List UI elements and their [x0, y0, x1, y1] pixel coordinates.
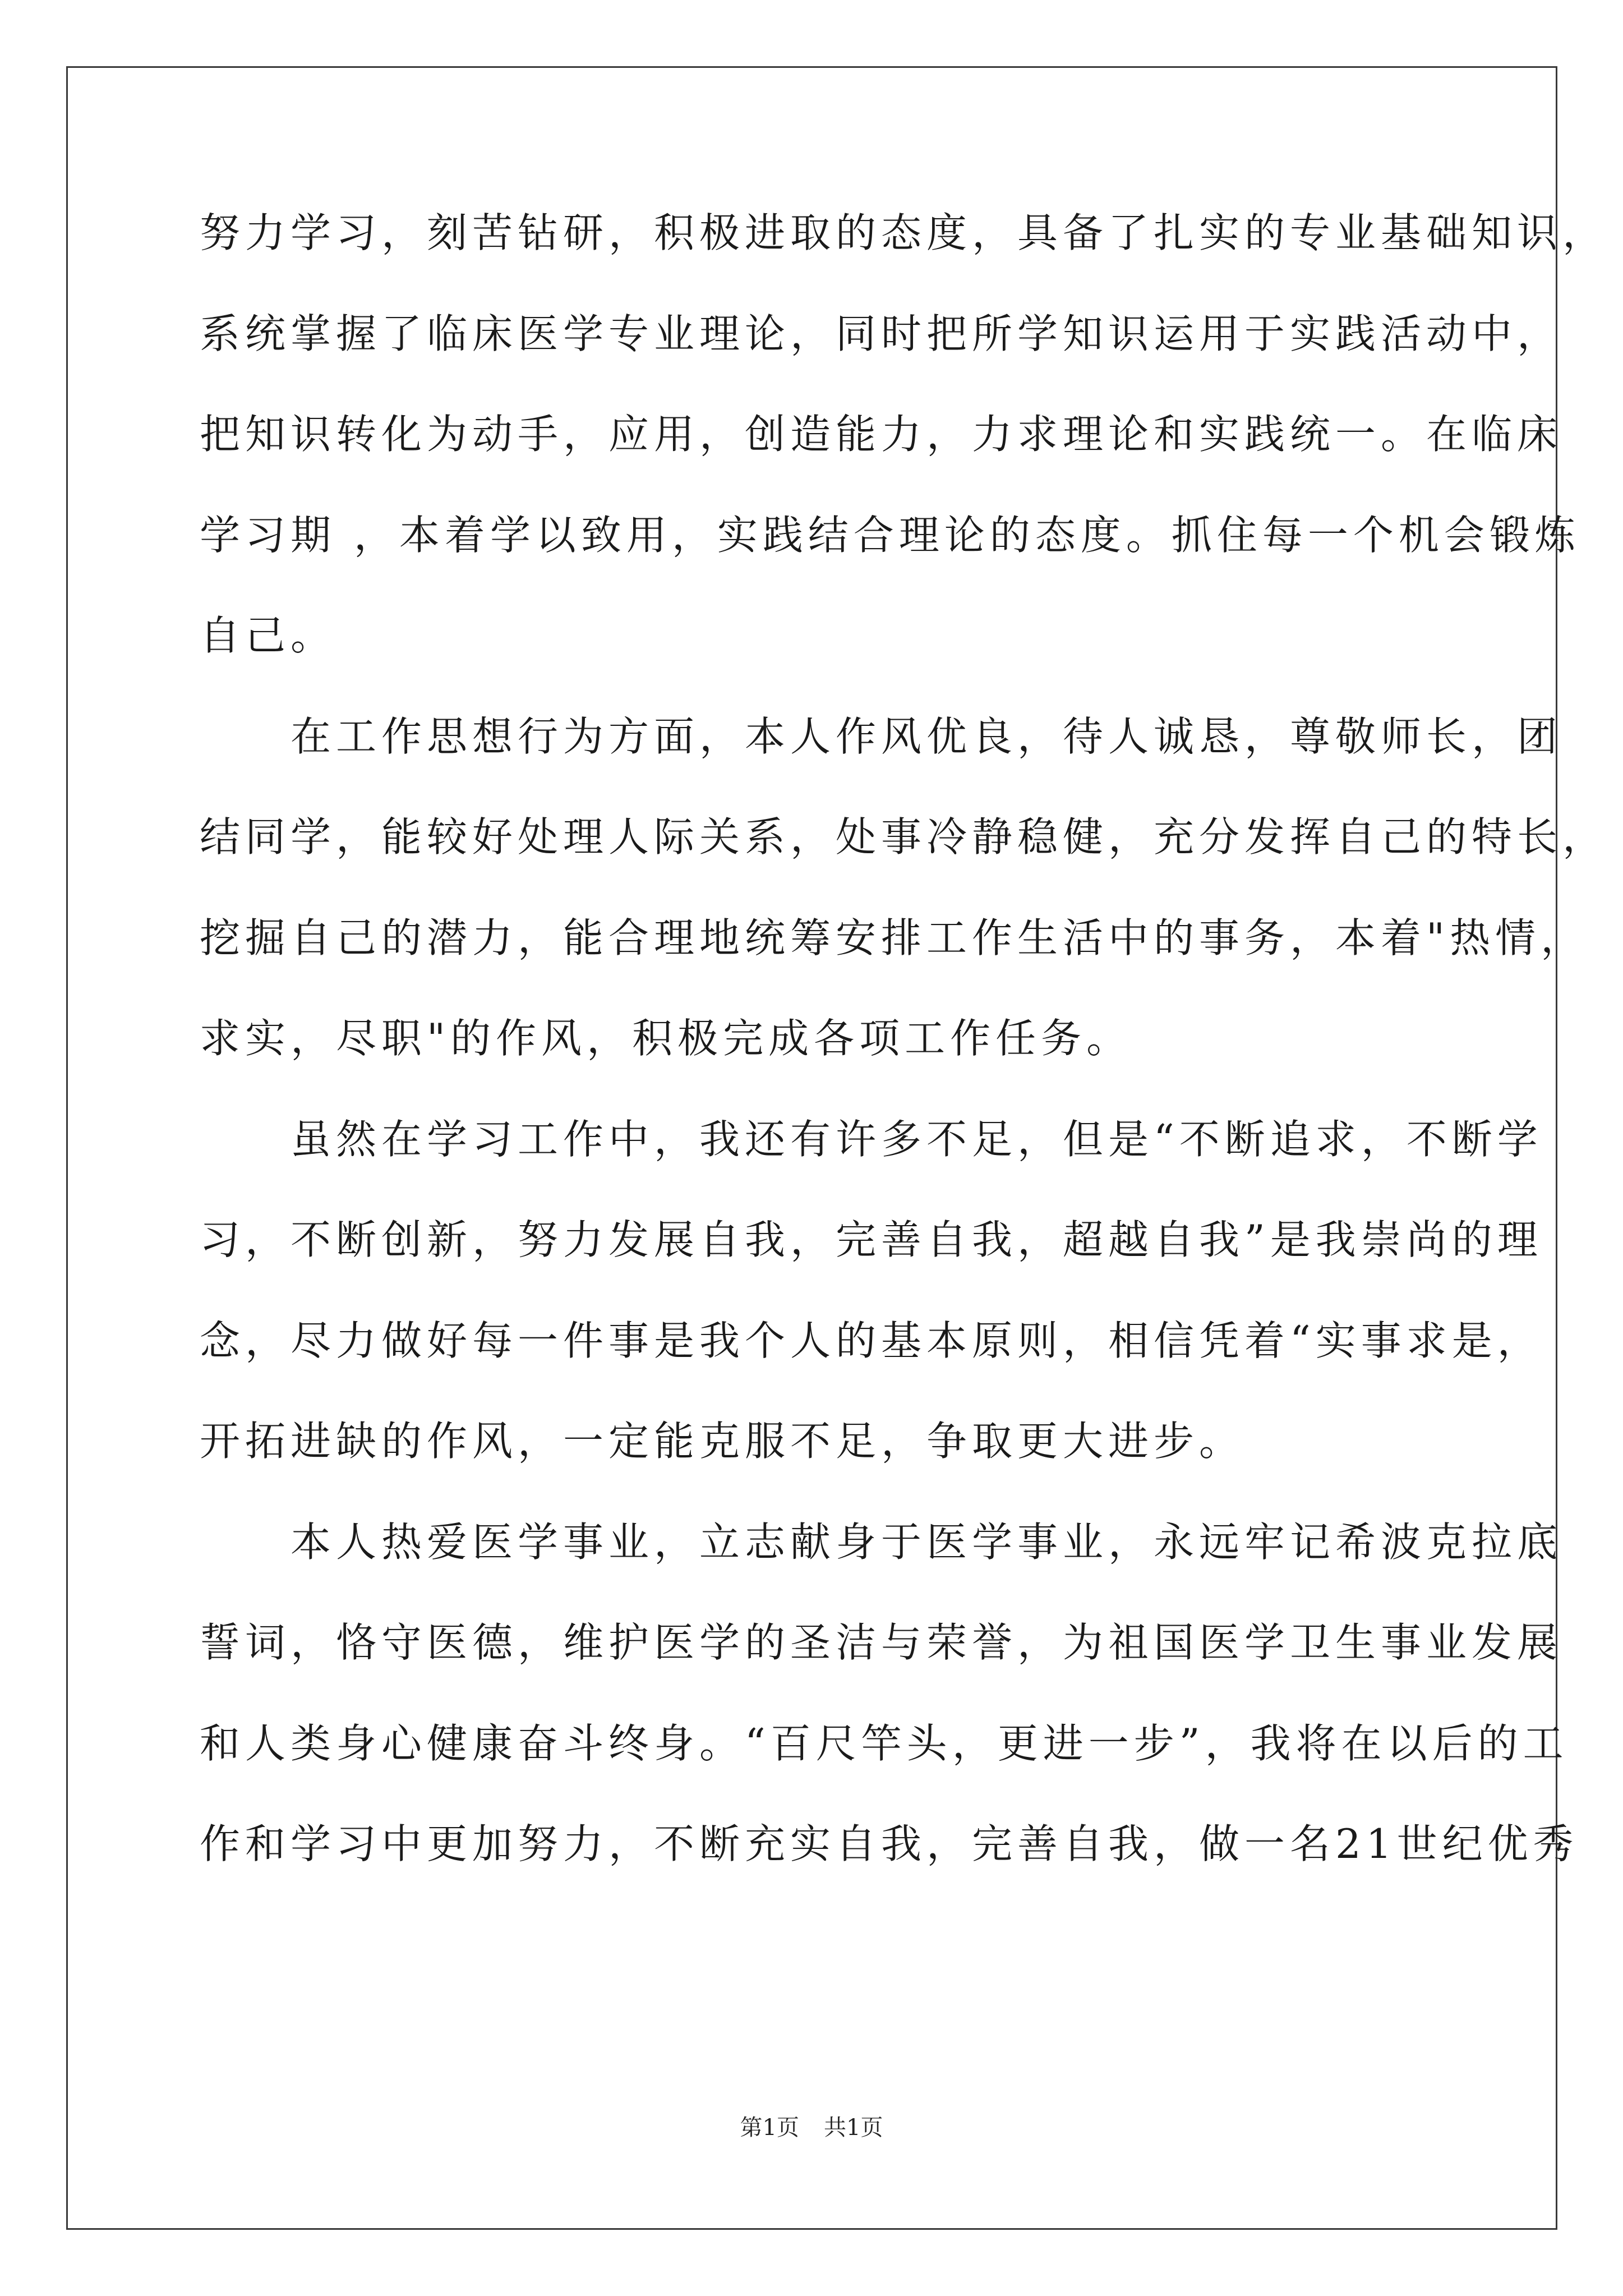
text-line: 作和学习中更加努力，不断充实自我，完善自我，做一名21世纪优秀 [200, 1820, 1579, 1867]
text-line: 把知识转化为动手，应用，创造能力，力求理论和实践统一。在临床 [200, 411, 1563, 458]
text-line: 自己。 [200, 612, 336, 659]
text-line: 结同学，能较好处理人际关系，处事冷静稳健，充分发挥自己的特长， [200, 813, 1608, 861]
text-line: 念，尽力做好每一件事是我个人的基本原则，相信凭着“实事求是， [200, 1317, 1543, 1364]
text-line: 系统掌握了临床医学专业理论，同时把所学知识运用于实践活动中， [200, 310, 1563, 357]
text-line: 学习期 ，本着学以致用，实践结合理论的态度。抓住每一个机会锻炼 [200, 512, 1580, 559]
text-line: 誓词，恪守医德，维护医学的圣洁与荣誉，为祖国医学卫生事业发展 [200, 1619, 1563, 1666]
text-line: 和人类身心健康奋斗终身。“百尺竿头，更进一步”，我将在以后的工 [200, 1720, 1569, 1767]
page-footer [0, 2114, 1623, 2142]
text-line: 虽然在学习工作中，我还有许多不足，但是“不断追求，不断学 [200, 1116, 1543, 1163]
text-line: 在工作思想行为方面，本人作风优良，待人诚恳，尊敬师长，团 [200, 713, 1563, 760]
text-line: 挖掘自己的潜力，能合理地统筹安排工作生活中的事务，本着"热情， [200, 914, 1587, 961]
text-line: 习，不断创新，努力发展自我，完善自我，超越自我”是我崇尚的理 [200, 1216, 1543, 1263]
page-number: 第1页 [740, 2115, 799, 2141]
text-line: 本人热爱医学事业，立志献身于医学事业，永远牢记希波克拉底 [200, 1519, 1563, 1566]
text-line: 求实，尽职"的作风，积极完成各项工作任务。 [200, 1015, 1132, 1062]
text-line: 努力学习，刻苦钻研，积极进取的态度，具备了扎实的专业基础知识， [200, 209, 1608, 256]
page-count: 共1页 [824, 2115, 883, 2141]
text-line: 开拓进缺的作风，一定能克服不足，争取更大进步。 [200, 1418, 1245, 1465]
